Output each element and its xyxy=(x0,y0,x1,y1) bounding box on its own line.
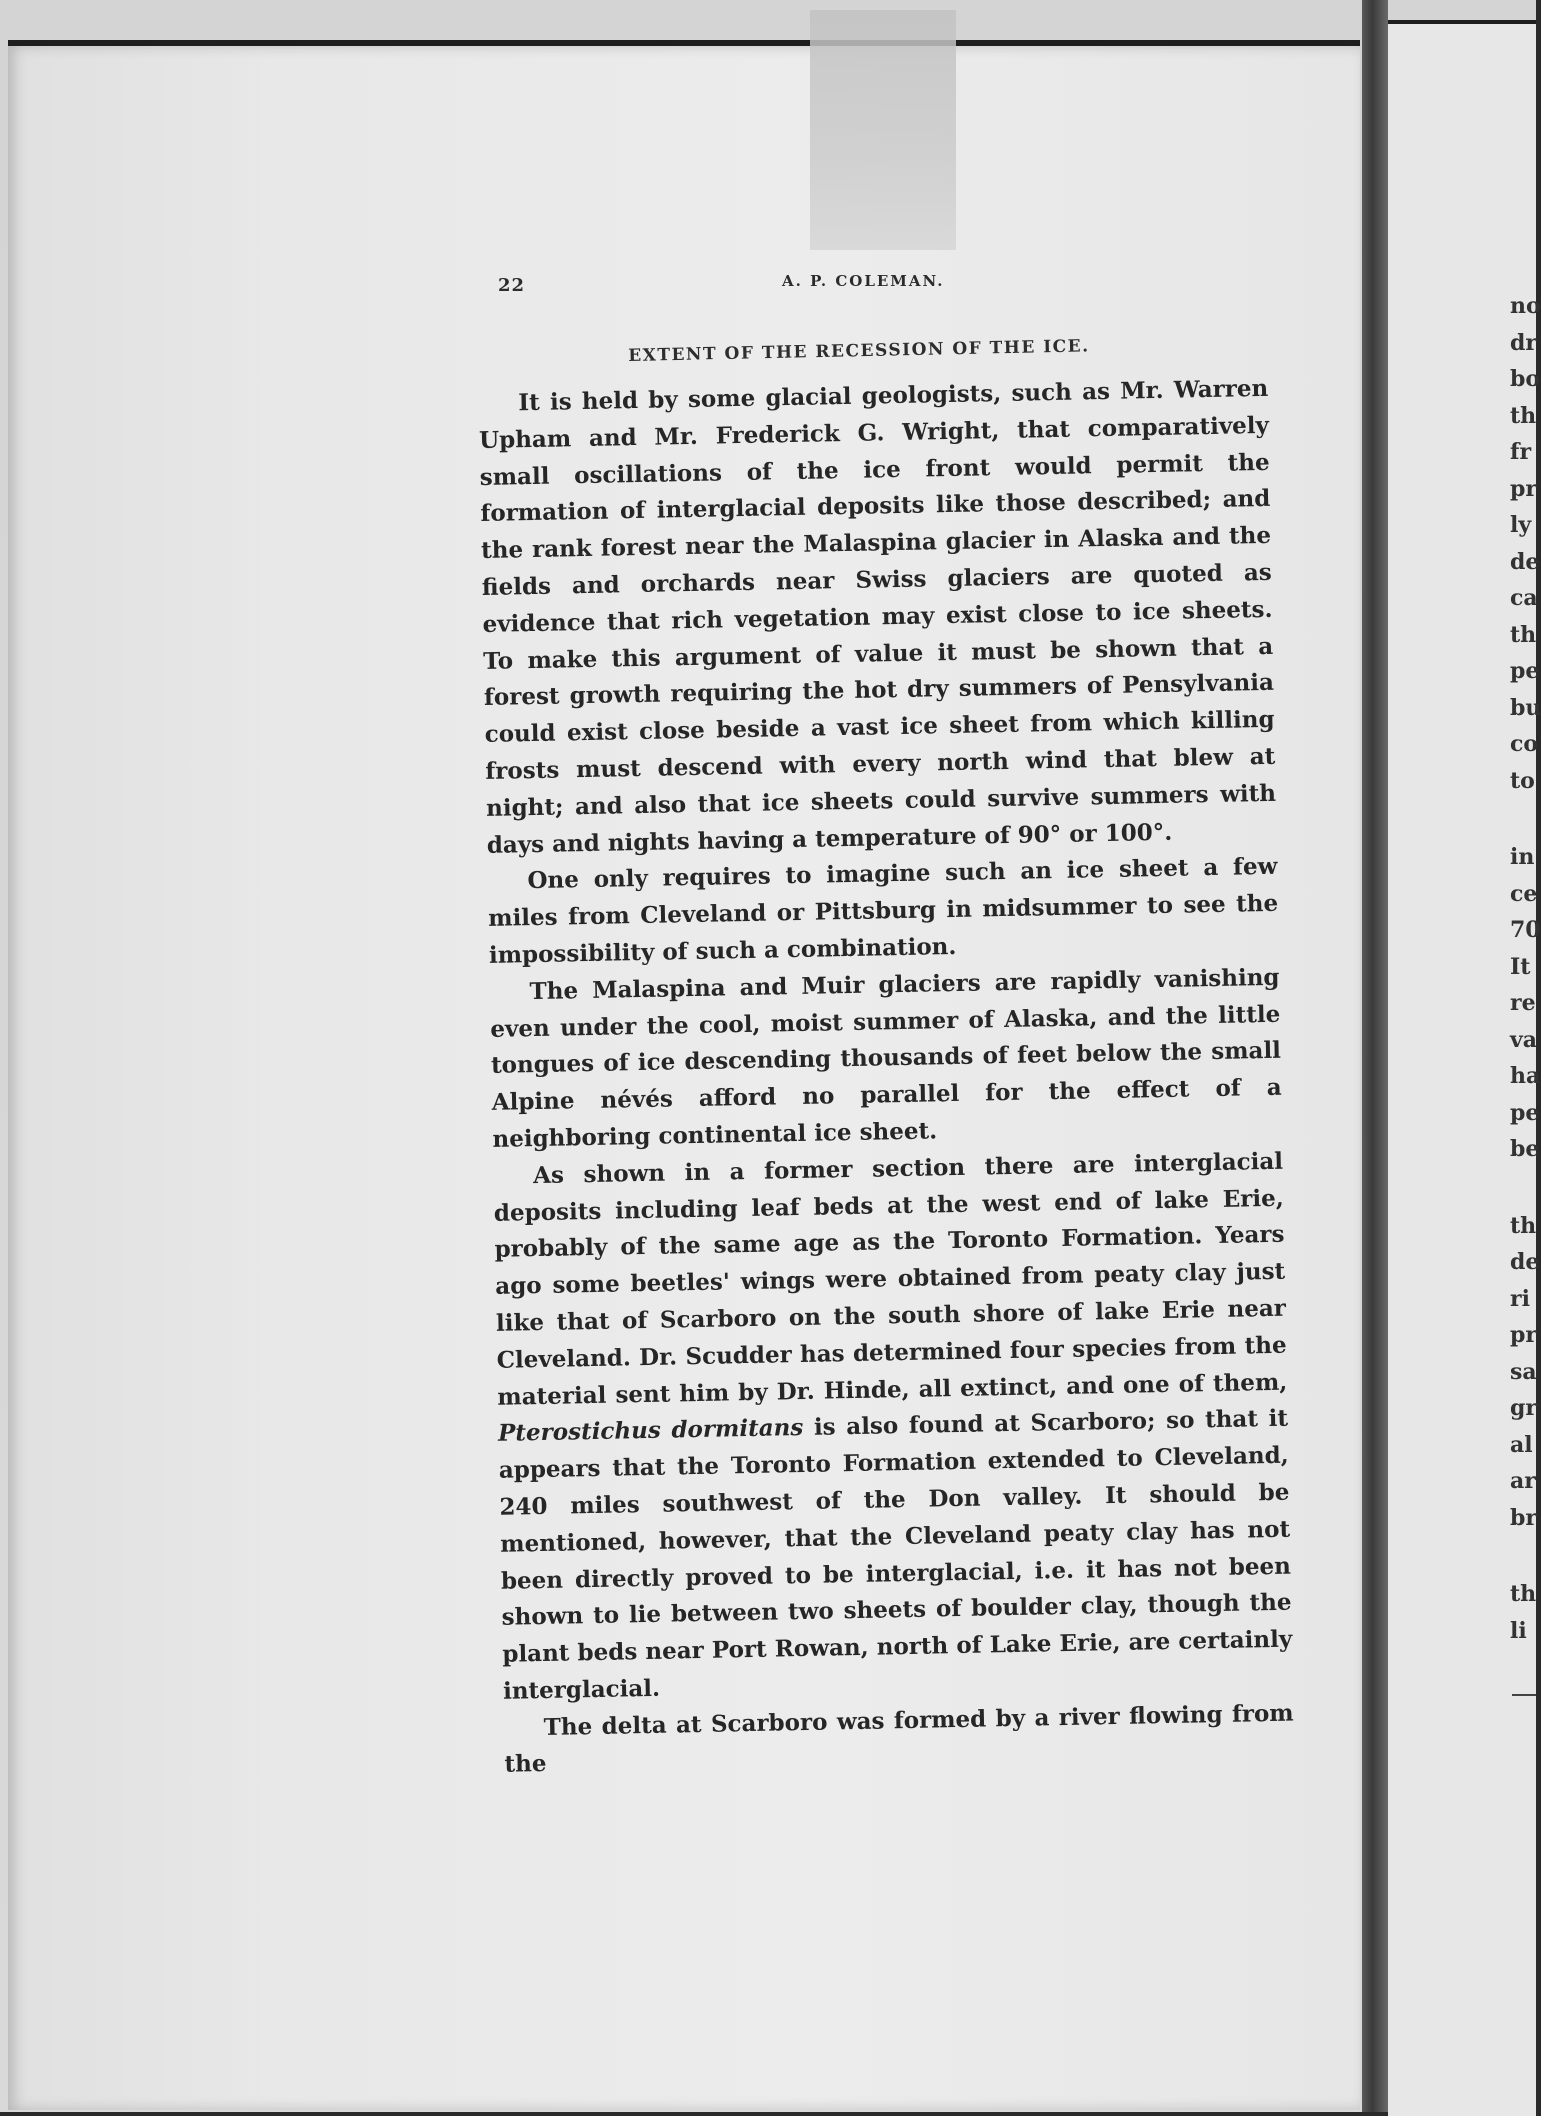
facing-page-fragment: pe xyxy=(1510,1099,1540,1126)
paragraph xyxy=(487,849,1279,975)
facing-page-fragment: fr xyxy=(1510,439,1532,465)
facing-page-fragment: ri xyxy=(1510,1285,1530,1312)
facing-page-fragment: ca xyxy=(1510,585,1538,611)
footnote-rule xyxy=(1512,1694,1536,1696)
section-title: EXTENT OF THE RECESSION OF THE ICE. xyxy=(628,336,1090,366)
facing-page-fragment: th xyxy=(1510,1212,1537,1239)
facing-page-fragment: dr xyxy=(1510,329,1537,356)
facing-page-fragment: in xyxy=(1510,844,1535,870)
facing-page-fragment: 70 xyxy=(1510,917,1541,943)
facing-page-fragment: de xyxy=(1510,1249,1540,1275)
species-name: Pterostichus dormitans xyxy=(497,1414,804,1448)
facing-page-fragment xyxy=(1510,799,1536,839)
facing-page-fragment: th xyxy=(1510,1581,1537,1607)
paragraph-text: One only requires to imagine such an ice sheet a few miles from Cleveland or Pittsburg in midsummer to see the impossibility of such a combination. xyxy=(487,853,1279,969)
facing-page-fragment: li xyxy=(1510,1617,1527,1644)
facing-page-text xyxy=(1510,288,1541,1649)
facing-page-fragment: br xyxy=(1510,1504,1537,1531)
facing-page-fragment: ar xyxy=(1510,1468,1536,1494)
paragraph-text: As shown in a former section there are interglacial deposits including leaf beds at the west end of lake Erie, probably of the same age as the Toronto Formation. Years ago some beetles' wings were obtained from peaty clay just like that of Scarboro on the south shore of lake Erie near Cleveland. Dr. Scudder has determined four species from the material sent him by Dr. Hinde, all extinct, and one of them, xyxy=(493,1147,1288,1411)
paragraph xyxy=(493,1143,1293,1710)
facing-page-fragment: de xyxy=(1510,548,1540,575)
facing-page-fragment: pe xyxy=(1510,658,1540,684)
facing-page-fragment: It xyxy=(1510,953,1531,980)
facing-page-fragment: co xyxy=(1510,731,1539,757)
paragraph-text: The Malaspina and Muir glaciers are rapidly vanishing even under the cool, moist summer of Alaska, and the little tongues of ice descending thousands of feet below the small Alpine névés afford no parallel for the effect of a neighboring continental ice sheet. xyxy=(490,963,1282,1153)
facing-page-fragment: va xyxy=(1510,1026,1538,1053)
facing-page-fragment: bo xyxy=(1510,366,1541,392)
facing-page-fragment: th xyxy=(1510,621,1537,648)
page-header xyxy=(498,272,1298,302)
facing-page-fragment: no xyxy=(1510,293,1541,319)
facing-page-fragment: pr xyxy=(1510,475,1537,502)
book-gutter xyxy=(1362,0,1388,2112)
page-number: 22 xyxy=(498,275,526,296)
paragraph xyxy=(478,371,1277,864)
paragraph-text: It is held by some glacial geologists, such as Mr. Warren Upham and Mr. Frederick G. Wright, that comparatively small oscillations of the ice front would permit the formation of interglacial deposits like those described; and the rank forest near the Malaspina glacier in Alaska and the fields and orchards near Swiss glaciers are quoted as evidence that rich vegetation may exist close to ice sheets. To make this argument of value it must be shown that a forest growth requiring the hot dry summers of Pensylvania could exist close beside a vast ice sheet from which killing frosts must descend with every north wind that blew at night; and also that ice sheets could survive summers with days and nights having a temperature of 90° or 100°. xyxy=(478,374,1277,859)
facing-page-fragment: to xyxy=(1510,767,1535,794)
facing-page-fragment: sa xyxy=(1510,1358,1537,1385)
paragraph-text: The delta at Scarboro was formed by a river flowing from the xyxy=(504,1699,1294,1779)
facing-page-fragment: gr xyxy=(1510,1395,1537,1421)
running-head: A. P. COLEMAN. xyxy=(782,272,945,290)
facing-page-fragment: th xyxy=(1510,402,1537,429)
facing-page-fragment xyxy=(1510,1168,1536,1208)
bookmark-strip xyxy=(810,10,956,250)
facing-page-fragment: be xyxy=(1510,1136,1540,1162)
facing-page-fragment: bu xyxy=(1510,694,1541,721)
facing-page-fragment: re xyxy=(1510,990,1536,1016)
paragraph xyxy=(489,959,1282,1158)
paragraph xyxy=(503,1695,1294,1784)
facing-page-fragment: ly xyxy=(1510,512,1532,538)
facing-page-fragment: pr xyxy=(1510,1322,1537,1348)
facing-page-fragment xyxy=(1510,1536,1536,1576)
facing-page-fragment: ce xyxy=(1510,880,1538,907)
body-text xyxy=(478,371,1295,1784)
facing-page-fragment: ha xyxy=(1510,1063,1541,1089)
paragraph-text: is also found at Scarboro; so that it appears that the Toronto Formation extended to Cleveland, 240 miles southwest of the Don valley. It should be mentioned, however, that the Cleveland peaty clay has not been directly proved to be interglacial, i.e. it has not been shown to lie between two sheets of boulder clay, though the plant beds near Port Rowan, north of Lake Erie, are certainly interglacial. xyxy=(498,1404,1293,1705)
facing-page-fragment: al xyxy=(1510,1431,1533,1458)
